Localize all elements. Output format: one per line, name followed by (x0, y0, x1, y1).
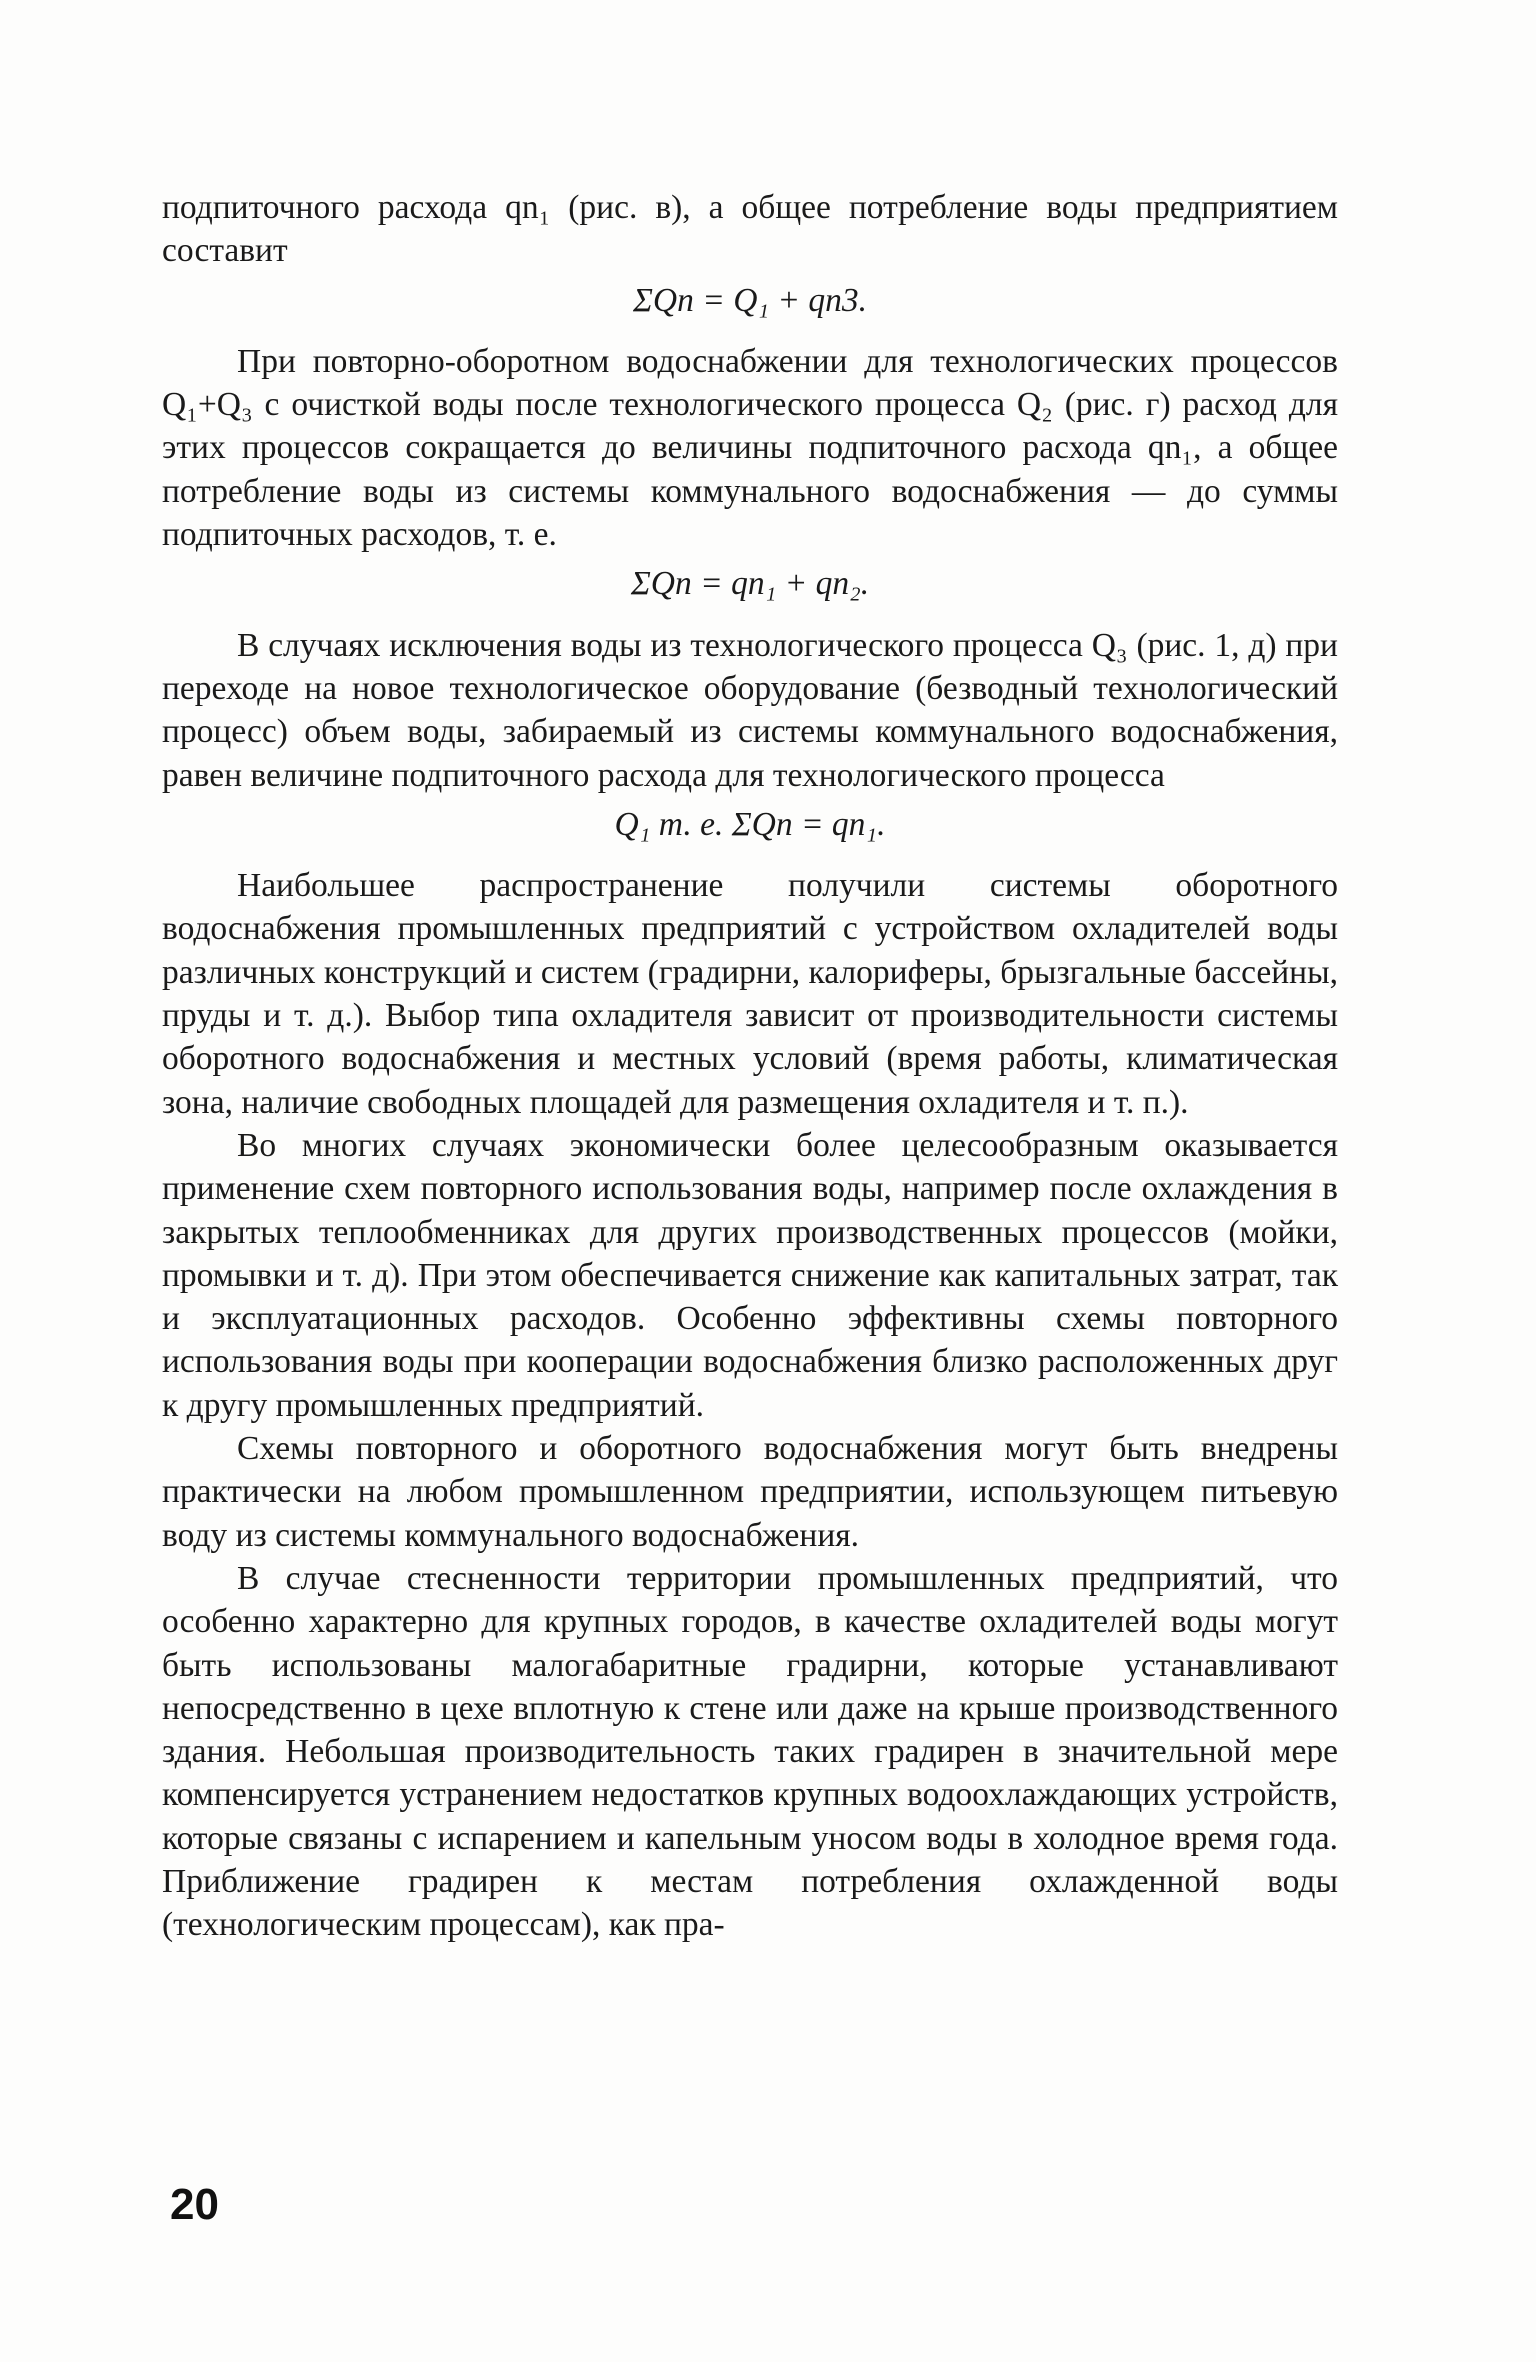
paragraph-2: При повторно-оборотном водоснабжении для технологических процессов Q₁+Q₃ с очисткой воды после технологического процесса Q₂ (рис. г) расход для этих процессов сокращается до величины подпиточного расхода qn₁, а общее потребление воды из системы коммунального водоснабжения — до суммы подпиточных расходов, т. е. (162, 342, 1338, 554)
text-column (162, 186, 1338, 1947)
formula-2: ΣQn = qn₁ + qn₂. (630, 565, 870, 603)
paragraph-7: В случае стесненности территории промышленных предприятий, что особенно характерно для крупных городов, в качестве охладителей воды могут быть использованы малогабаритные градирни, которые устанавливают непосредственно в цехе вплотную к стене или даже на крыше производственного здания. Небольшая производительность таких градирен в значительной мере компенсируется устранением недостатков крупных водоохлаждающих устройств, которые связаны с испарением и капельным уносом воды в холодное время года. Приближение градирен к местам потребления охлажденной воды (технологическим процессам), как пра- (162, 1559, 1338, 1944)
paragraph-1: подпиточного расхода qn₁ (рис. в), а общее потребление воды предприятием составит (162, 189, 1338, 270)
paragraph-4: Наибольшее распространение получили системы оборотного водоснабжения промышленных предприятий с устройством охладителей воды различных конструкций и систем (градирни, калориферы, брызгальные бассейны, пруды и т. д.). Выбор типа охладителя зависит от производительности системы оборотного водоснабжения и местных условий (время работы, климатическая зона, наличие свободных площадей для размещения охладителя и т. п.). (162, 867, 1338, 1121)
formula-3: Q₁ т. е. ΣQn = qn₁. (614, 805, 886, 843)
paragraph-6: Схемы повторного и оборотного водоснабжения могут быть внедрены практически на любом промышленном предприятии, использующем питьевую воду из системы коммунального водоснабжения. (162, 1430, 1338, 1554)
paragraph-3: В случаях исключения воды из технологического процесса Q₃ (рис. 1, д) при переходе на новое технологическое оборудование (безводный технологический процесс) объем воды, забираемый из системы коммунального водоснабжения, равен величине подпиточного расхода для технологического процесса (162, 626, 1338, 794)
paragraph-5: Во многих случаях экономически более целесообразным оказывается применение схем повторного использования воды, например после охлаждения в закрытых теплообменниках для других производственных процессов (мойки, промывки и т. д). При этом обеспечивается снижение как капитальных затрат, так и эксплуатационных расходов. Особенно эффективны схемы повторного использования воды при кооперации водоснабжения близко расположенных друг к другу промышленных предприятий. (162, 1126, 1338, 1424)
page-number: 20 (170, 2180, 219, 2229)
formula-1: ΣQn = Q₁ + qn3. (632, 281, 868, 319)
